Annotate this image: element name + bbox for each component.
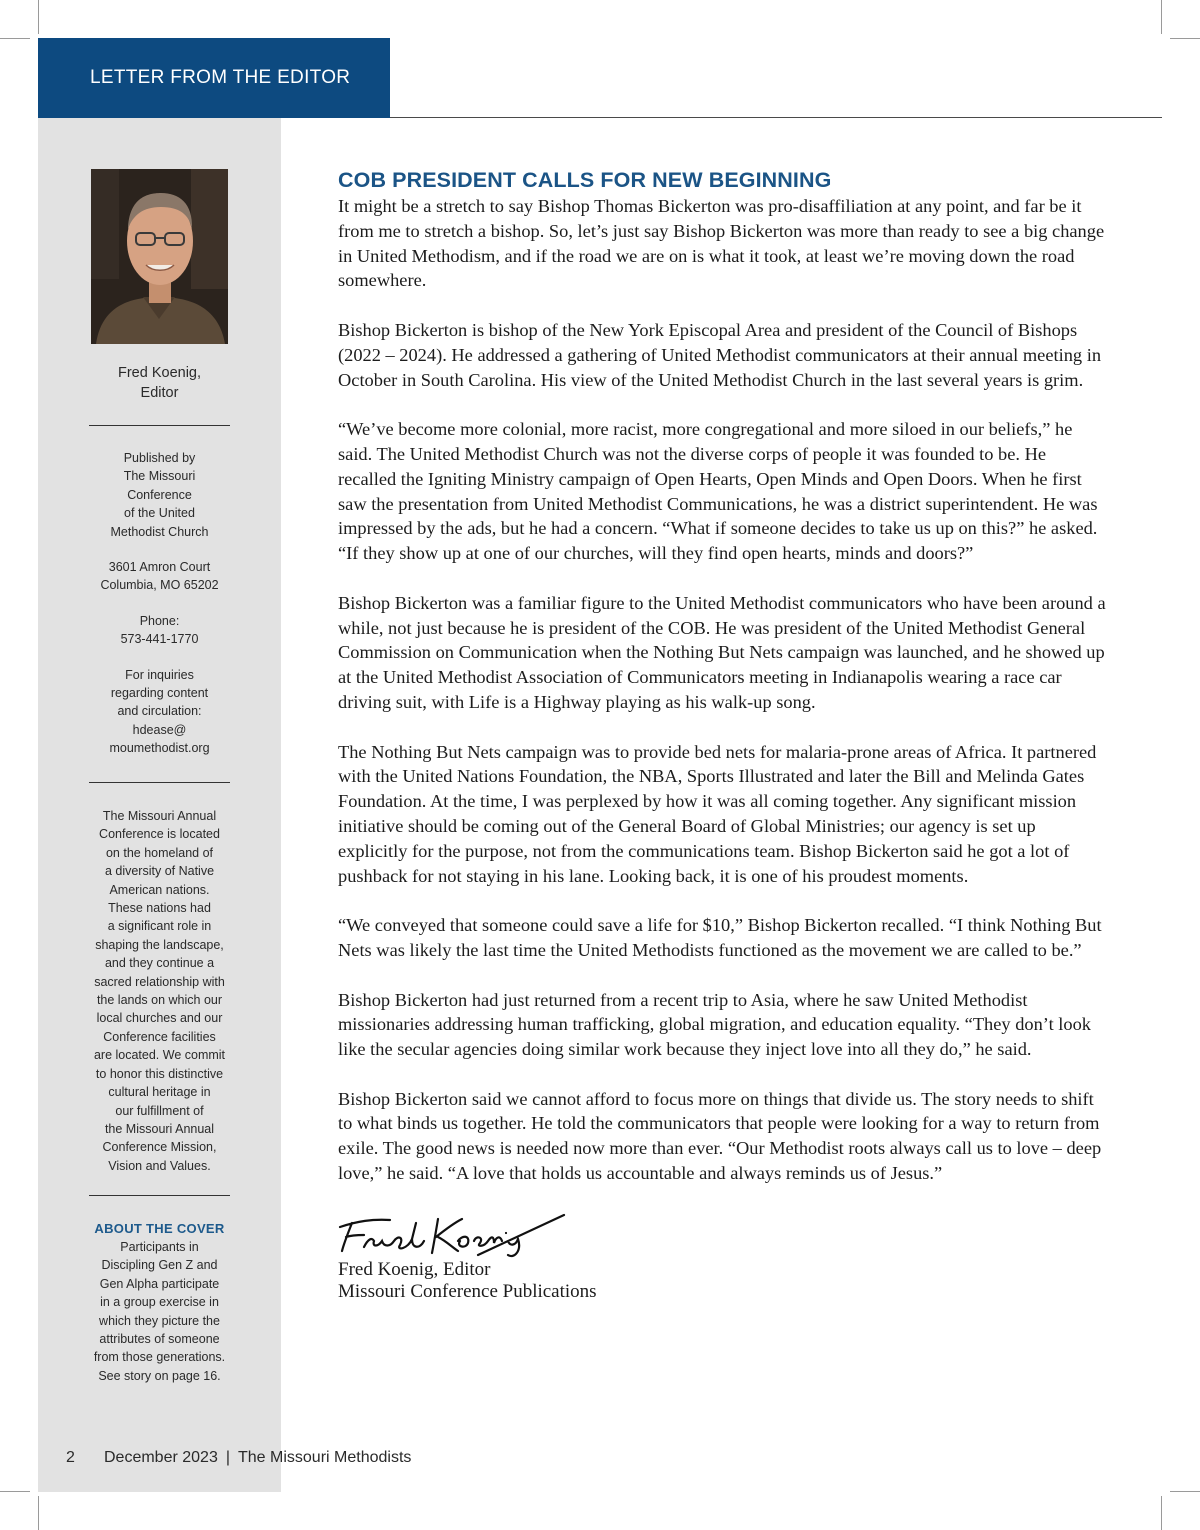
page-number: 2: [66, 1449, 75, 1466]
article-paragraph: Bishop Bickerton had just returned from a recent trip to Asia, where he saw United Methodist missionaries addressing human trafficking, global migration, and education equality. “They don’t look like the secular agencies doing similar work because they inject love into all they do,” he said.: [338, 989, 1091, 1060]
signoff-org: Missouri Conference Publications: [338, 1280, 597, 1302]
crop-mark: [1170, 1491, 1200, 1492]
publisher-line: of the United: [124, 506, 195, 521]
caption-name: Fred Koenig,: [117, 365, 202, 381]
article-paragraph: The Nothing But Nets campaign was to provide bed nets for malaria-prone areas of Africa. It partnered with the United Nations Foundation, the NBA, Sports Illustrated and later the Bill and Melinda Gates Foundation. At the time, I was perplexed by how it was all coming together. Any significant mission initiative should be coming out of the General Board of Global Ministries; our agency is set up explicitly for the purpose, not from the communications team. Bishop Bickerton said he got a lot of pushback for not staying in his lane. Looking back, it is one of his proudest moments.: [338, 741, 1097, 886]
land-acknowledgement-line: shaping the landscape,: [95, 937, 224, 952]
address: [38, 558, 281, 595]
land-acknowledgement-line: These nations had: [108, 901, 211, 916]
phone: [38, 612, 281, 649]
sidebar: [38, 118, 281, 1492]
land-acknowledgement: [38, 807, 281, 1175]
crop-mark: [1161, 0, 1162, 34]
land-acknowledgement-line: our fulfillment of: [115, 1103, 204, 1118]
inquiries-line: For inquiries: [125, 667, 194, 682]
cover-line: See story on page 16.: [98, 1368, 221, 1383]
cover-line: from those generations.: [93, 1350, 226, 1365]
land-acknowledgement-line: Conference Mission,: [102, 1140, 217, 1155]
article-paragraph: It might be a stretch to say Bishop Thomas Bickerton was pro-disaffiliation at any point, and far be it from me to stretch a bishop. So, let’s just say Bishop Bickerton was more than ready to see a big change in United Methodism, and if the road we are on is what it took, at least we’re moving down the road somewhere.: [338, 196, 1105, 291]
article-paragraph: Bishop Bickerton said we cannot afford to focus more on things that divide us. The story needs to shift to what binds us together. He told the communicators that people were looking for a way to return from exile. The good news is needed now more than ever. “Our Methodist roots always call us to love – deep love,” he said. “A love that holds us accountable and always reminds us of Jesus.”: [338, 1088, 1102, 1184]
land-acknowledgement-line: Vision and Values.: [108, 1158, 211, 1173]
land-acknowledgement-line: local churches and our: [96, 1011, 223, 1026]
phone-label: Phone:: [139, 613, 180, 628]
about-the-cover: [38, 1220, 281, 1385]
caption-title: Editor: [140, 385, 179, 401]
footer-separator: |: [225, 1449, 230, 1466]
cover-title: ABOUT THE COVER: [94, 1221, 225, 1236]
cover-line: in a group exercise in: [100, 1295, 219, 1310]
cover-description: [38, 1238, 281, 1385]
cover-line: Gen Alpha participate: [99, 1276, 220, 1291]
land-acknowledgement-line: and they continue a: [104, 956, 215, 971]
land-acknowledgement-line: the Missouri Annual: [104, 1121, 215, 1136]
article-body: [338, 194, 1108, 1186]
publisher-line: Published by: [123, 451, 196, 465]
editor-photo: [91, 169, 228, 344]
publisher-line: Methodist Church: [110, 524, 209, 539]
crop-mark: [38, 1496, 39, 1530]
address-line: Columbia, MO 65202: [100, 578, 219, 593]
crop-mark: [0, 1491, 30, 1492]
land-acknowledgement-line: sacred relationship with: [94, 974, 225, 989]
land-acknowledgement-line: are located. We commit: [93, 1048, 226, 1063]
land-acknowledgement-line: on the homeland of: [105, 845, 214, 860]
article-headline: COB PRESIDENT CALLS FOR NEW BEGINNING: [338, 168, 832, 192]
page-footer: [66, 1449, 411, 1467]
inquiries-line: and circulation:: [117, 704, 202, 719]
crop-mark: [38, 0, 39, 34]
cover-line: attributes of someone: [99, 1332, 220, 1347]
article: [338, 167, 1108, 1303]
address-line: 3601 Amron Court: [108, 560, 211, 575]
land-acknowledgement-line: Conference facilities: [103, 1029, 216, 1044]
section-label: LETTER FROM THE EDITOR: [90, 67, 351, 88]
cover-line: which they picture the: [99, 1313, 220, 1328]
sidebar-divider: [89, 782, 230, 783]
publisher-line: The Missouri: [123, 469, 196, 484]
inquiries-email: hdease@: [132, 722, 187, 737]
header-rule: [390, 117, 1162, 118]
inquiries-line: regarding content: [110, 686, 209, 701]
section-header: [38, 38, 390, 118]
photo-caption: [38, 363, 281, 403]
signoff-name: Fred Koenig, Editor: [338, 1258, 491, 1280]
article-paragraph: “We conveyed that someone could save a life for $10,” Bishop Bickerton recalled. “I think Nothing But Nets was likely the last time the United Methodists functioned as the movement we are called to be.”: [338, 915, 1102, 960]
cover-line: Discipling Gen Z and: [101, 1258, 218, 1273]
sidebar-divider: [89, 425, 230, 426]
publisher-line: Conference: [127, 487, 192, 502]
land-acknowledgement-line: The Missouri Annual: [102, 809, 217, 823]
crop-mark: [0, 38, 30, 39]
crop-mark: [1161, 1496, 1162, 1530]
portrait-illustration: [91, 169, 228, 344]
crop-mark: [1170, 38, 1200, 39]
signature: [338, 1211, 1108, 1259]
inquiries: [38, 666, 281, 758]
sidebar-divider: [89, 1195, 230, 1196]
publisher-info: [38, 449, 281, 758]
article-paragraph: “We’ve become more colonial, more racist, more congregational and more siloed in our beliefs,” he said. The United Methodist Church was not the diverse corps of people it was founded to be. He recalled the Igniting Ministry campaign of Open Hearts, Open Minds and Open Doors. When he first saw the presentation from United Methodist Communications, he was a district superintendent. He was impressed by the ads, but he had a concern. “What if someone decides to take us up on this?” he asked. “If they show up at one of our churches, will they find open hearts, minds and doors?”: [338, 419, 1098, 564]
land-acknowledgement-line: a diversity of Native: [104, 864, 215, 879]
signoff: [338, 1259, 1108, 1303]
land-acknowledgement-line: a significant role in: [107, 919, 212, 934]
land-acknowledgement-line: cultural heritage in: [108, 1085, 211, 1100]
article-paragraph: Bishop Bickerton was a familiar figure to the United Methodist communicators who have been around a while, not just because he is president of the COB. He was president of the United Methodist General Commission on Communication when the Nothing But Nets campaign was launched, and he showed up at the United Methodist Association of Communicators meeting in Indianapolis wearing a race car driving suit, with Life is a Highway playing as his walk-up song.: [338, 592, 1106, 712]
land-acknowledgement-line: Conference is located: [99, 827, 220, 842]
issue-date: December 2023: [104, 1449, 218, 1466]
signature-graphic: [338, 1211, 568, 1259]
cover-line: Participants in: [120, 1240, 199, 1254]
publication-name: The Missouri Methodists: [238, 1449, 412, 1466]
article-paragraph: Bishop Bickerton is bishop of the New York Episcopal Area and president of the Council of Bishops (2022 – 2024). He addressed a gathering of United Methodist communicators at their annual meeting in October in South Carolina. His view of the United Methodist Church in the last several years is grim.: [338, 319, 1102, 390]
land-acknowledgement-line: American nations.: [109, 882, 210, 897]
phone-number: 573-441-1770: [120, 632, 199, 647]
land-acknowledgement-line: to honor this distinctive: [95, 1066, 224, 1081]
inquiries-email: moumethodist.org: [109, 741, 210, 756]
land-acknowledgement-line: the lands on which our: [96, 993, 223, 1008]
